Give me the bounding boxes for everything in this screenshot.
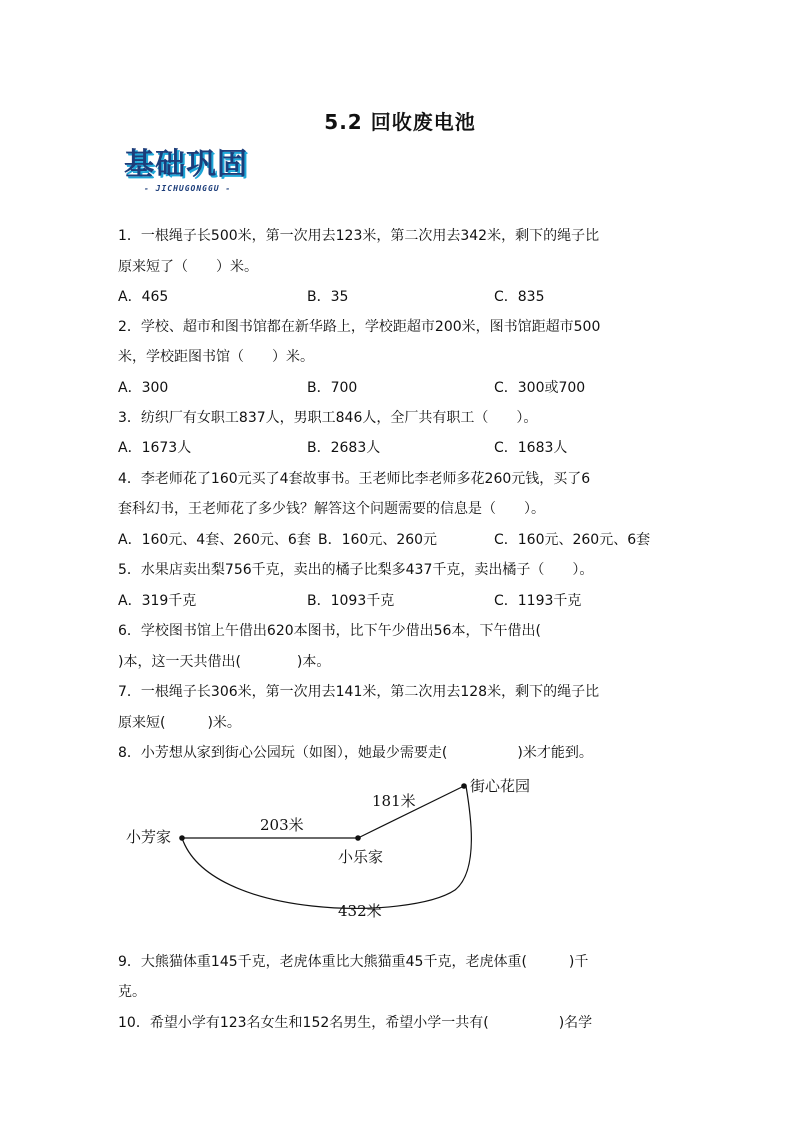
label-xiaole: 小乐家: [338, 848, 384, 866]
question-6-line-2: )本，这一天共借出( )本。: [118, 654, 331, 670]
question-3-option-c[interactable]: C．1683人: [494, 440, 568, 456]
page-title: 5.2 回收废电池: [324, 110, 476, 134]
question-9-line-2: 克。: [118, 984, 146, 1000]
question-1-line-1: 1．一根绳子长500米，第一次用去123米，第二次用去342米，剩下的绳子比: [118, 228, 600, 244]
question-2-line-1: 2．学校、超市和图书馆都在新华路上，学校距超市200米，图书馆距超市500: [118, 319, 601, 335]
question-8-line-1: 8．小芳想从家到街心公园玩（如图），她最少需要走( )米才能到。: [118, 745, 593, 761]
label-dist-181: 181米: [372, 792, 416, 810]
question-4-option-b[interactable]: B．160元、260元: [318, 532, 438, 548]
question-2-option-c[interactable]: C．300或700: [494, 380, 586, 396]
question-2-option-a[interactable]: A．300: [118, 380, 169, 396]
question-3-option-b[interactable]: B．2683人: [307, 440, 381, 456]
point-xiaole: [355, 835, 361, 841]
question-5-option-a[interactable]: A．319千克: [118, 593, 197, 609]
point-garden: [461, 783, 467, 789]
question-5-option-b[interactable]: B．1093千克: [307, 593, 395, 609]
label-garden: 街心花园: [470, 777, 531, 795]
section-badge-subtitle: - JICHUGONGGU -: [144, 184, 232, 193]
arc-path: [182, 786, 471, 908]
question-10-line-1: 10．希望小学有123名女生和152名男生，希望小学一共有( )名学: [118, 1015, 593, 1031]
question-1-option-b[interactable]: B．35: [307, 289, 349, 305]
distance-diagram: [110, 770, 570, 930]
question-2-option-b[interactable]: B．700: [307, 380, 358, 396]
question-2-line-2: 米，学校距图书馆（ ）米。: [118, 349, 314, 365]
question-3-line-1: 3．纺织厂有女职工837人，男职工846人，全厂共有职工（ ）。: [118, 410, 538, 426]
question-4-option-a[interactable]: A．160元、4套、260元、6套: [118, 532, 311, 548]
question-4-option-c[interactable]: C．160元、260元、6套: [494, 532, 651, 548]
point-xiaofang: [179, 835, 185, 841]
label-dist-203: 203米: [260, 816, 304, 834]
question-5-line-1: 5．水果店卖出梨756千克，卖出的橘子比梨多437千克，卖出橘子（ ）。: [118, 562, 594, 578]
question-1-option-c[interactable]: C．835: [494, 289, 545, 305]
label-dist-432: 432米: [338, 902, 382, 920]
question-7-line-2: 原来短( )米。: [118, 715, 241, 731]
question-7-line-1: 7．一根绳子长306米，第一次用去141米，第二次用去128米，剩下的绳子比: [118, 684, 600, 700]
section-badge-title: 基础巩固: [124, 147, 248, 182]
question-1-option-a[interactable]: A．465: [118, 289, 169, 305]
question-5-option-c[interactable]: C．1193千克: [494, 593, 582, 609]
question-3-option-a[interactable]: A．1673人: [118, 440, 192, 456]
section-badge: [124, 148, 274, 196]
question-1-line-2: 原来短了（ ）米。: [118, 259, 258, 275]
label-xiaofang: 小芳家: [126, 828, 172, 846]
question-6-line-1: 6．学校图书馆上午借出620本图书，比下午少借出56本，下午借出(: [118, 623, 541, 639]
question-4-line-1: 4．李老师花了160元买了4套故事书。王老师比李老师多花260元钱，买了6: [118, 471, 591, 487]
question-4-line-2: 套科幻书，王老师花了多少钱？解答这个问题需要的信息是（ ）。: [118, 501, 545, 517]
question-9-line-1: 9．大熊猫体重145千克，老虎体重比大熊猫重45千克，老虎体重( )千: [118, 954, 589, 970]
